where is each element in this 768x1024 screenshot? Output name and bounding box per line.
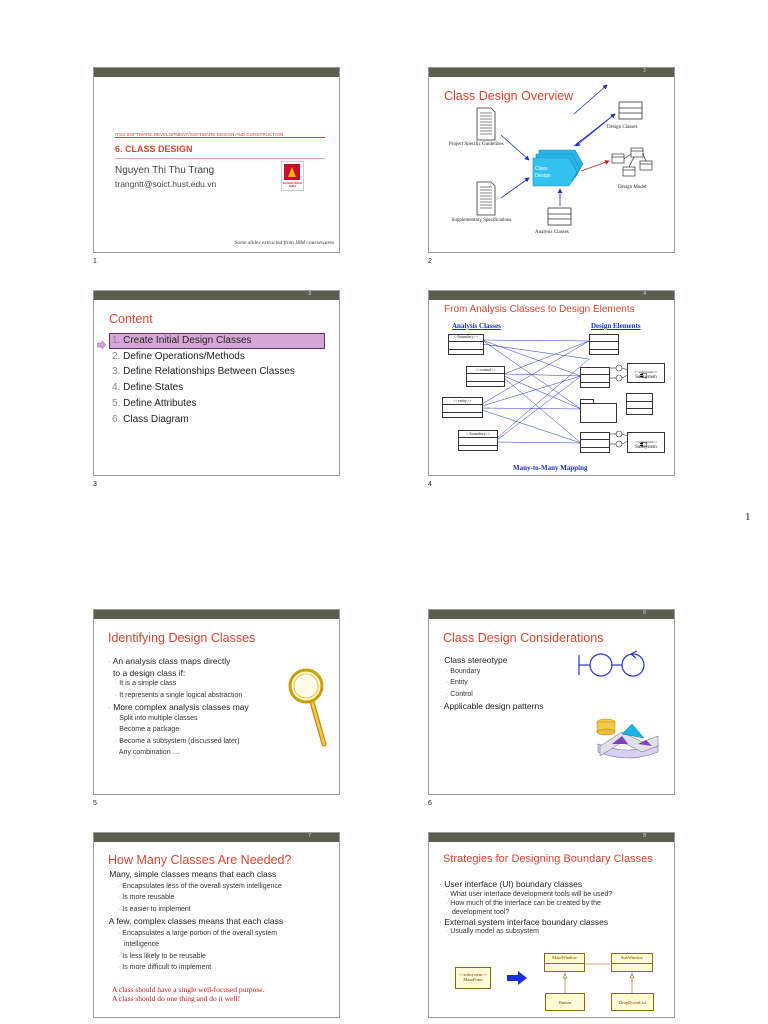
- guidelines-label: Project Specific Guidelines: [449, 142, 504, 147]
- magnifier-icon: [288, 668, 330, 748]
- author-email: trangntt@soict.hust.edu.vn: [115, 179, 217, 189]
- slide-topbar: [94, 68, 339, 77]
- content-item: 3. Define Relationships Between Classes: [112, 366, 295, 378]
- slide-topbar: 8: [429, 833, 674, 842]
- sub-bullet-item: · Entity: [446, 679, 468, 686]
- sub-bullet-item: · Usually model as subsystem: [446, 928, 539, 935]
- sub-bullet-item: · Any combination …: [115, 749, 180, 756]
- content-item: 1. Create Initial Design Classes: [112, 335, 252, 346]
- slide-title: How Many Classes Are Needed?: [108, 853, 292, 867]
- slide-topbar: 6: [429, 610, 674, 619]
- document-icon: [477, 108, 495, 140]
- sub-bullet-item: · It is a simple class: [115, 680, 177, 687]
- design-classes-icon: [619, 102, 642, 119]
- boundary-class-links: [429, 833, 675, 1018]
- sub-bullet-item: · Is easier to implement: [118, 905, 191, 913]
- bullet-item: · An analysis class maps directly: [108, 656, 231, 666]
- divider: [115, 137, 325, 138]
- arrow: [574, 85, 607, 114]
- slide-title: Class Design Overview: [444, 89, 574, 103]
- design-class-box: [589, 334, 619, 355]
- arrow: [576, 114, 615, 146]
- design-model-label: Design Model: [618, 185, 647, 190]
- subsystem-stereotype: <<subsystem>>: [634, 370, 658, 374]
- design-class-box: [626, 393, 653, 415]
- sub-bullet-item: · Split into multiple classes: [115, 714, 198, 722]
- bullet-item: to a design class if:: [113, 667, 186, 678]
- content-item: 6. Class Diagram: [112, 413, 189, 425]
- mapping-footer: Many-to-Many Mapping: [513, 464, 588, 472]
- stereotype-label: <<boundary>>: [453, 334, 479, 339]
- sub-bullet-item: · Is more difficult to implement: [118, 964, 212, 971]
- content-item: 5. Define Attributes: [112, 397, 197, 409]
- bullet-item: · More complex analysis classes may: [108, 702, 249, 712]
- button-class: Button: [545, 993, 585, 1011]
- slide-title: Class Design Considerations: [443, 631, 604, 645]
- slide-6: [428, 609, 675, 795]
- sub-bullet-item: · Boundary: [446, 667, 481, 675]
- design-model-icon: [612, 148, 652, 176]
- class-design-label: Class Design: [535, 166, 551, 179]
- subsystem-stereotype: <<subsystem>>: [458, 972, 488, 977]
- slide-topbar: 2: [429, 68, 674, 77]
- quote: [112, 986, 264, 1003]
- slide-4: [428, 290, 675, 476]
- document-icon: [477, 182, 495, 215]
- sub-bullet-item: · It represents a single logical abstraction: [115, 691, 243, 699]
- slide-title: 6. CLASS DESIGN: [115, 144, 193, 154]
- stereotype-icons: [576, 648, 666, 683]
- stereotype-label: <<boundary>>: [465, 431, 491, 436]
- design-class-box: [580, 432, 610, 453]
- main-window-class: MainWindow: [544, 953, 585, 972]
- sub-bullet-item: · Is more reusable: [118, 894, 175, 901]
- bullet-item: · A few, complex classes means that each class: [104, 916, 284, 926]
- sub-bullet-item: · Become a package: [115, 726, 180, 733]
- slide-7: [93, 832, 340, 1018]
- subsystem-name: MainForm: [463, 977, 483, 982]
- bullet-item: · Applicable design patterns: [439, 701, 544, 711]
- slide-title: Content: [109, 312, 153, 326]
- sub-bullet-item: development tool?: [452, 908, 510, 916]
- quote-line: A class should have a single well-focused purpose.: [112, 985, 265, 994]
- slide-number: 1: [93, 258, 97, 265]
- sub-bullet-item: · What user interface development tools will be used?: [446, 890, 613, 898]
- slide-topbar: 4: [429, 291, 674, 300]
- package-icon: [580, 399, 617, 423]
- supplementary-label: Supplementary Specifications: [451, 218, 512, 223]
- design-class-box: [580, 367, 610, 388]
- slide-topbar: 3: [94, 291, 339, 300]
- design-pattern-illustration: [592, 714, 664, 762]
- stereotype-label: <<entity>>: [453, 398, 472, 403]
- arrow-indicator-icon: [97, 336, 106, 344]
- slide-topbar: 7: [94, 833, 339, 842]
- subsystem-icon: [640, 434, 647, 439]
- sub-bullet-item: · Control: [446, 690, 473, 698]
- sub-bullet-item: · Is less likely to be reusable: [118, 952, 206, 960]
- course-header: ITSS SOFTWARE DEVELOPMENT/SOFTWARE DESIGN AND CONSTRUCTION: [115, 132, 284, 137]
- slide-title: Identifying Design Classes: [108, 631, 256, 645]
- analysis-classes-heading: Analysis Classes: [452, 322, 501, 330]
- slide-title: Strategies for Designing Boundary Classes: [443, 853, 653, 865]
- quote-line: A class should do one thing and do it well!: [112, 993, 241, 1003]
- bullet-item: · User interface (UI) boundary classes: [439, 879, 583, 889]
- subsystem-label: Subsystem: [635, 375, 657, 380]
- slide-5: [93, 609, 340, 795]
- design-classes-label: Design Classes: [607, 125, 638, 130]
- slide-2: [428, 67, 675, 253]
- slide-number: 2: [428, 258, 432, 265]
- author-name: Nguyen Thi Thu Trang: [115, 165, 215, 176]
- arrow: [501, 178, 529, 198]
- sub-bullet-item: intelligence: [124, 941, 160, 948]
- content-item: 4. Define States: [112, 382, 184, 394]
- dropdown-list-class: DropDownList: [611, 993, 654, 1011]
- subsystem-label: Subsystem: [635, 445, 657, 450]
- slide-topbar: [94, 610, 339, 619]
- page-marker: 1: [745, 511, 751, 523]
- slide-title: From Analysis Classes to Design Elements: [444, 304, 635, 315]
- slide-number: 4: [428, 481, 432, 488]
- sub-window-class: SubWindow: [611, 953, 653, 972]
- arrow: [501, 135, 529, 160]
- bullet-item: · Many, simple classes means that each class: [104, 869, 277, 879]
- design-elements-heading: Design Elements: [591, 322, 641, 330]
- slide-footer: Some slides extracted from IBM coursewares: [234, 240, 334, 246]
- bullet-item: · External system interface boundary classes: [439, 916, 609, 927]
- content-item: 2. Define Operations/Methods: [112, 350, 245, 362]
- bullet-item: · Class stereotype: [439, 655, 508, 665]
- slide-number: 6: [428, 800, 432, 807]
- slide-3: [93, 290, 340, 476]
- analysis-classes-icon: [548, 208, 571, 225]
- arrow: [581, 161, 609, 171]
- sub-bullet-item: · Encapsulates less of the overall system intelligence: [118, 882, 282, 890]
- stereotype-label: <<control>>: [475, 367, 496, 372]
- divider: [115, 158, 325, 159]
- sub-bullet-item: · How much of the interface can be created by the: [446, 899, 601, 907]
- slide-1: [93, 67, 340, 253]
- sub-bullet-item: · Encapsulates a large portion of the overall system: [118, 929, 278, 937]
- university-logo: ĐẠI HỌC BÁCH KHOA: [281, 161, 304, 191]
- slide-number: 3: [93, 481, 97, 488]
- slide-8: [428, 832, 675, 1018]
- analysis-classes-label: Analysis Classes: [535, 230, 569, 235]
- slide-number: 5: [93, 800, 97, 807]
- sub-bullet-item: · Become a subsystem (discussed later): [115, 737, 240, 745]
- subsystem-stereotype: <<subsystem>>: [634, 440, 658, 444]
- class-design-overview-diagram: [429, 68, 675, 253]
